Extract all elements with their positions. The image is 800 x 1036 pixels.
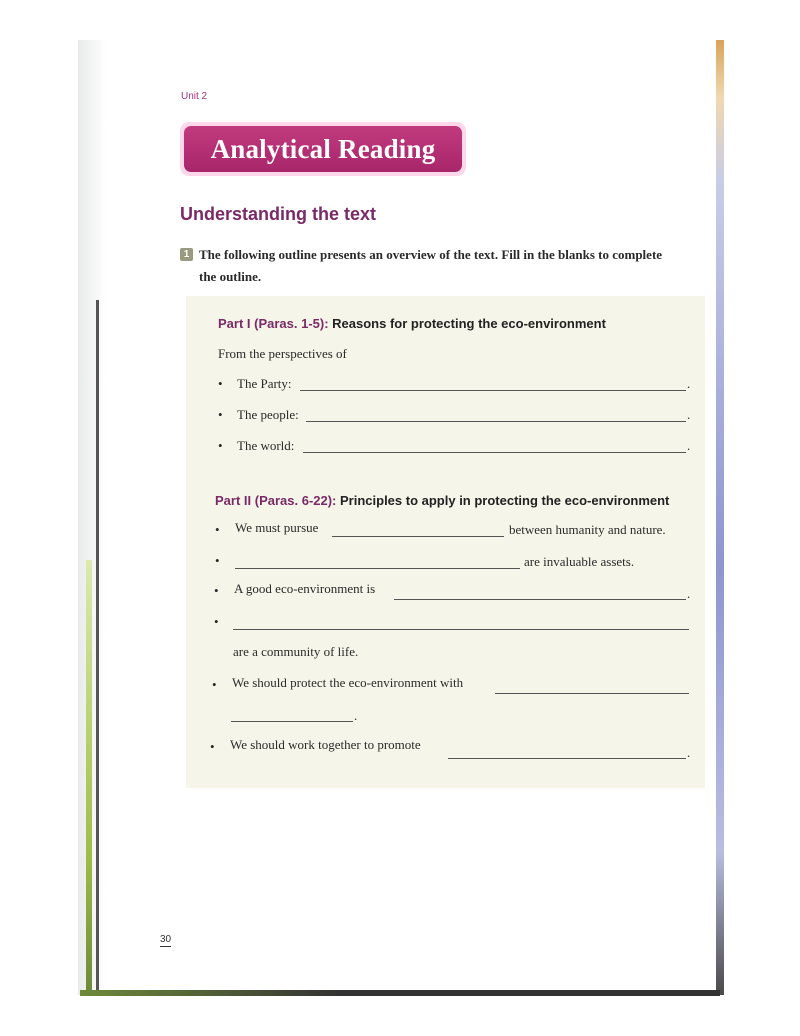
part2-item1-before: We must pursue [235, 520, 319, 535]
part1-title: Reasons for protecting the eco-environment [328, 316, 606, 331]
blank-end: . [687, 407, 691, 422]
part1-ref: Part I (Paras. 1-5): [218, 316, 329, 331]
bullet-dot: • [215, 553, 220, 568]
blank-assets[interactable] [235, 568, 520, 569]
instruction-line-1: The following outline presents an overview of the text. Fill in the blanks to complete [199, 247, 663, 262]
blank-protect-with[interactable] [495, 693, 689, 694]
page-edge-left [78, 40, 106, 995]
part2-item1-after: between humanity and nature. [509, 522, 666, 537]
blank-party[interactable] [300, 390, 686, 391]
bullet-dot: • [210, 739, 215, 754]
section-banner [180, 122, 466, 176]
blank-people[interactable] [306, 421, 686, 422]
page-edge-bottom [80, 990, 720, 996]
page-edge-right [716, 40, 724, 995]
part1-item-label: The world: [237, 438, 295, 453]
bullet-dot: • [218, 407, 223, 422]
blank-protect-with-cont[interactable] [231, 721, 353, 722]
blank-end: . [687, 438, 691, 453]
bullet-dot: • [214, 583, 219, 598]
bullet-dot: • [214, 614, 219, 629]
blank-end: . [687, 586, 691, 601]
bullet-dot: • [218, 376, 223, 391]
instruction-line-2: the outline. [199, 269, 262, 284]
blank-promote[interactable] [448, 758, 686, 759]
blank-end: . [687, 745, 691, 760]
blank-end: . [687, 376, 691, 391]
task-number-badge: 1 [180, 248, 193, 261]
blank-pursue[interactable] [332, 536, 504, 537]
section-heading: Understanding the text [180, 204, 377, 224]
part2-ref: Part II (Paras. 6-22): [215, 493, 337, 508]
part2-item3-before: A good eco-environment is [234, 581, 376, 596]
blank-community[interactable] [233, 629, 689, 630]
part2-heading [215, 493, 669, 508]
part2-item6-before: We should work together to promote [230, 737, 421, 752]
spine-color-strip [86, 560, 92, 990]
part2-item4-line2: are a community of life. [233, 644, 359, 659]
task-instruction [199, 244, 709, 288]
unit-label: Unit 2 [181, 91, 208, 102]
part1-item-label: The people: [237, 407, 299, 422]
banner-title: Analytical Reading [210, 133, 436, 164]
part2-item5-before: We should protect the eco-environment with [232, 675, 464, 690]
bullet-dot: • [212, 677, 217, 692]
blank-good-environment[interactable] [394, 599, 686, 600]
blank-world[interactable] [303, 452, 686, 453]
part1-item-label: The Party: [237, 376, 292, 391]
part1-heading [218, 316, 606, 331]
page-number: 30 [160, 934, 172, 945]
part2-item2-after: are invaluable assets. [524, 554, 635, 569]
spine-line [96, 300, 99, 990]
part1-intro: From the perspectives of [218, 346, 347, 361]
section-banner-inner [184, 126, 462, 172]
part2-title: Principles to apply in protecting the eco-environment [336, 493, 670, 508]
outline-box [186, 296, 705, 788]
blank-end: . [354, 708, 358, 723]
bullet-dot: • [215, 522, 220, 537]
bullet-dot: • [218, 438, 223, 453]
